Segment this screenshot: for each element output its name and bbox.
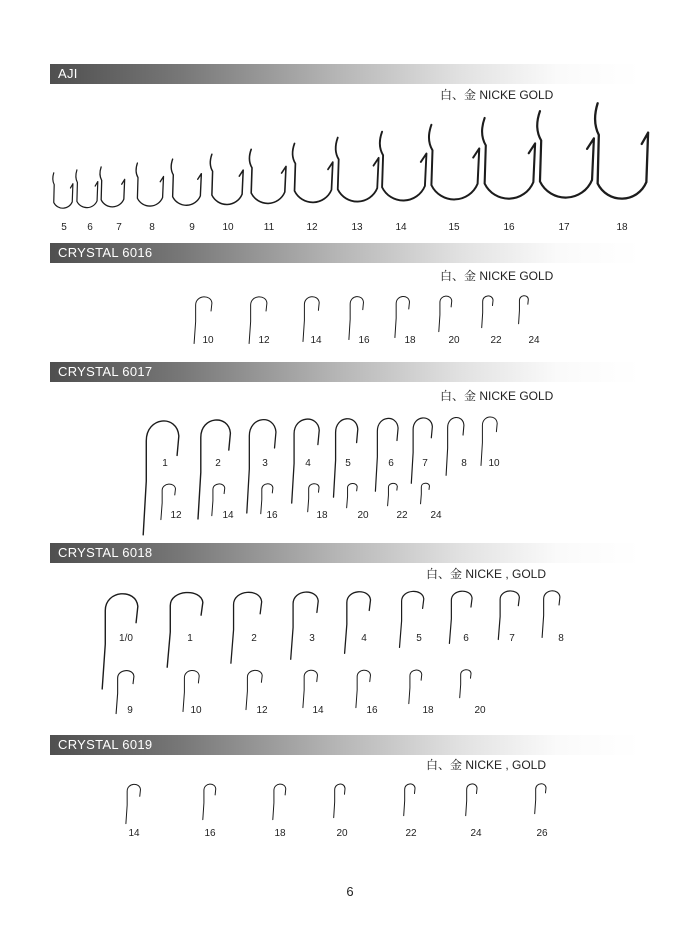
hook-size-label: 20 — [474, 705, 486, 716]
fish-hook-icon — [481, 294, 495, 328]
fish-hook-icon — [427, 123, 482, 214]
hook-size-label: 10 — [222, 222, 234, 233]
fish-hook-icon — [248, 148, 288, 214]
hook-size-label: 9 — [127, 705, 133, 716]
fish-hook-icon — [448, 588, 476, 644]
fish-hook-icon — [459, 668, 473, 698]
fish-hook-icon — [52, 172, 74, 214]
fish-hook-icon — [289, 588, 323, 660]
fish-hook-icon — [378, 130, 429, 214]
finish-label: 白、金 NICKE GOLD — [440, 389, 554, 403]
fish-hook-icon — [465, 782, 479, 816]
fish-hook-icon — [291, 142, 335, 214]
fish-hook-icon — [535, 109, 597, 214]
hook-size-label: 24 — [470, 828, 482, 839]
section-title: AJI — [58, 66, 78, 81]
hook-size-label: 14 — [310, 335, 322, 346]
hook-size-label: 16 — [266, 510, 278, 521]
hook-size-label: 8 — [461, 458, 467, 469]
fish-hook-icon — [202, 782, 218, 820]
hook-size-label: 20 — [336, 828, 348, 839]
hook-size-label: 6 — [87, 222, 93, 233]
hook-size-label: 5 — [416, 633, 422, 644]
hook-size-label: 18 — [616, 222, 628, 233]
fish-hook-icon — [593, 101, 651, 214]
hook-size-label: 6 — [388, 458, 394, 469]
section-banner — [50, 243, 640, 263]
finish-label: 白、金 NICKE , GOLD — [426, 567, 547, 581]
section-title: CRYSTAL 6018 — [58, 545, 153, 560]
fish-hook-icon — [410, 414, 436, 484]
fish-hook-icon — [403, 782, 417, 816]
hook-size-label: 12 — [258, 335, 270, 346]
hook-size-label: 24 — [430, 510, 442, 521]
hook-size-label: 10 — [190, 705, 202, 716]
hook-size-label: 14 — [222, 510, 234, 521]
hook-size-label: 1 — [162, 458, 168, 469]
fish-hook-icon — [165, 588, 209, 668]
finish-label: 白、金 NICKE GOLD — [440, 88, 554, 102]
section-banner — [50, 64, 640, 84]
hook-size-label: 12 — [306, 222, 318, 233]
hook-size-label: 14 — [128, 828, 140, 839]
fish-hook-icon — [99, 166, 126, 214]
section-banner — [50, 735, 640, 755]
fish-hook-icon — [346, 482, 359, 508]
fish-hook-icon — [343, 588, 375, 654]
fish-hook-icon — [394, 294, 412, 338]
section-title: CRYSTAL 6019 — [58, 737, 153, 752]
section-banner — [50, 362, 640, 382]
hook-size-label: 3 — [262, 458, 268, 469]
fish-hook-icon — [398, 588, 428, 648]
fish-hook-icon — [135, 162, 165, 214]
hook-size-label: 22 — [405, 828, 417, 839]
hook-size-label: 8 — [558, 633, 564, 644]
hook-size-label: 7 — [509, 633, 515, 644]
hook-size-label: 12 — [256, 705, 268, 716]
hook-size-label: 16 — [366, 705, 378, 716]
fish-hook-icon — [438, 294, 454, 332]
fish-hook-icon — [534, 782, 548, 814]
fish-hook-icon — [355, 668, 373, 708]
fish-hook-icon — [272, 782, 288, 820]
hook-size-label: 24 — [528, 335, 540, 346]
fish-hook-icon — [115, 668, 137, 714]
section-banner — [50, 543, 640, 563]
page-number: 6 — [346, 884, 354, 899]
hook-size-label: 7 — [116, 222, 122, 233]
fish-hook-icon — [374, 414, 402, 492]
hook-size-label: 18 — [274, 828, 286, 839]
hook-size-label: 3 — [309, 633, 315, 644]
hook-size-label: 1 — [187, 633, 193, 644]
hook-size-label: 12 — [170, 510, 182, 521]
fish-hook-icon — [75, 169, 99, 214]
hook-size-label: 7 — [422, 458, 428, 469]
fish-hook-icon — [302, 668, 320, 708]
hook-size-label: 26 — [536, 828, 548, 839]
hook-size-label: 2 — [251, 633, 257, 644]
fish-hook-icon — [480, 116, 538, 214]
finish-label: 白、金 NICKE , GOLD — [426, 758, 547, 772]
hook-size-label: 8 — [149, 222, 155, 233]
hook-size-label: 1/0 — [119, 633, 133, 644]
hook-size-label: 18 — [316, 510, 328, 521]
hook-size-label: 16 — [204, 828, 216, 839]
hook-size-label: 20 — [448, 335, 460, 346]
hook-size-label: 14 — [395, 222, 407, 233]
fish-hook-icon — [333, 782, 347, 818]
hook-size-label: 6 — [463, 633, 469, 644]
hook-size-label: 22 — [396, 510, 408, 521]
fish-hook-icon — [348, 294, 366, 340]
section-title: CRYSTAL 6017 — [58, 364, 153, 379]
hook-size-label: 18 — [404, 335, 416, 346]
hook-size-label: 13 — [351, 222, 363, 233]
hook-size-label: 4 — [305, 458, 311, 469]
hook-size-label: 9 — [189, 222, 195, 233]
fish-hook-icon — [334, 136, 381, 214]
hook-size-label: 16 — [503, 222, 515, 233]
fish-hook-icon — [307, 482, 321, 512]
fish-hook-icon — [170, 158, 203, 214]
fish-hook-icon — [209, 153, 245, 214]
hook-size-label: 22 — [490, 335, 502, 346]
hook-size-label: 20 — [357, 510, 369, 521]
fish-hook-icon — [408, 668, 424, 704]
fish-hook-icon — [541, 588, 563, 638]
hook-size-label: 14 — [312, 705, 324, 716]
fish-hook-icon — [229, 588, 267, 664]
section-title: CRYSTAL 6016 — [58, 245, 153, 260]
hook-size-label: 18 — [422, 705, 434, 716]
hook-size-label: 5 — [345, 458, 351, 469]
hook-size-label: 10 — [202, 335, 214, 346]
hook-size-label: 17 — [558, 222, 570, 233]
hook-size-label: 5 — [61, 222, 67, 233]
fish-hook-icon — [245, 668, 265, 710]
hook-size-label: 2 — [215, 458, 221, 469]
fish-hook-icon — [420, 482, 431, 504]
hook-size-label: 10 — [488, 458, 500, 469]
hook-size-label: 11 — [263, 222, 275, 233]
fish-hook-icon — [518, 294, 530, 324]
hook-size-label: 16 — [358, 335, 370, 346]
fish-hook-icon — [387, 482, 399, 506]
fish-hook-icon — [125, 782, 143, 824]
hook-size-label: 15 — [448, 222, 460, 233]
finish-label: 白、金 NICKE GOLD — [440, 269, 554, 283]
hook-size-label: 4 — [361, 633, 367, 644]
